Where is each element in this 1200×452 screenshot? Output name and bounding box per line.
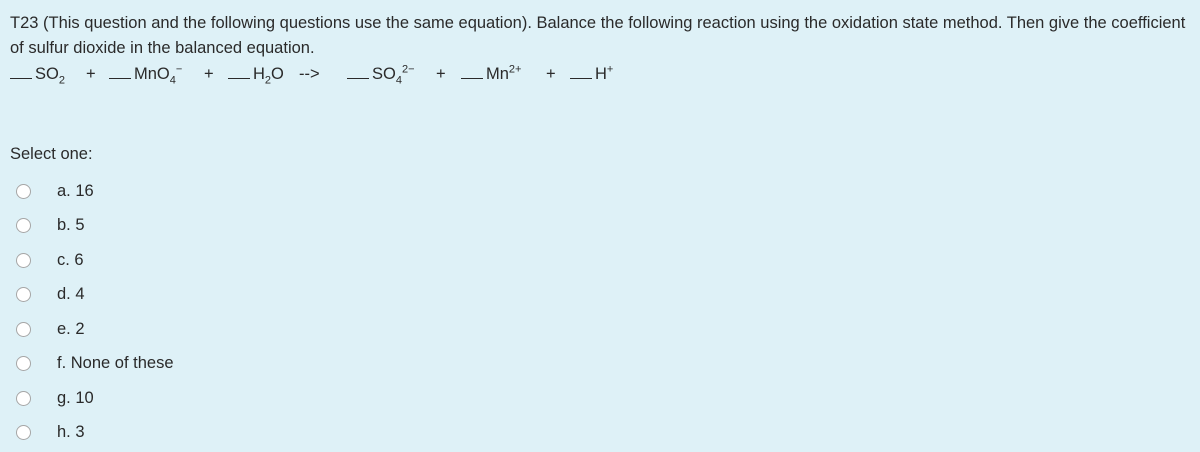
coefficient-blank [10,62,32,79]
radio-button[interactable] [16,356,31,371]
coefficient-blank [228,62,250,79]
plus-sign: + [546,65,556,83]
coefficient-blank [570,62,592,79]
radio-button[interactable] [16,218,31,233]
term-h2o: $H_2O$ [228,62,284,86]
option-e[interactable] [16,312,174,347]
option-c[interactable] [16,243,174,278]
radio-button[interactable] [16,322,31,337]
select-one-label: Select one: [10,145,93,163]
option-label[interactable]: h. 3 [57,423,85,442]
radio-button[interactable] [16,253,31,268]
answer-options [16,174,174,450]
option-label[interactable]: c. 6 [57,250,84,269]
option-b[interactable] [16,209,174,244]
reaction-arrow: --> [299,65,320,83]
coefficient-blank [347,62,369,79]
option-d[interactable] [16,278,174,313]
term-mn: $Mn^{2+}$ [461,62,521,86]
plus-sign: + [204,65,214,83]
option-label[interactable]: d. 4 [57,285,85,304]
option-label[interactable]: e. 2 [57,319,85,338]
option-label[interactable]: g. 10 [57,388,94,407]
question-text: T23 (This question and the following questions use the same equation). Balance the following reaction using the oxidation state method. Then give the coefficient of sulfur dioxide in the balanced equation. [10,14,1186,57]
plus-sign: + [86,65,96,83]
term-mno4: MnO$_4$− [109,62,182,86]
option-a[interactable] [16,174,174,209]
coefficient-blank [109,62,131,79]
option-label[interactable]: a. 16 [57,181,94,200]
chemical-equation [10,62,710,86]
radio-button[interactable] [16,184,31,199]
option-h[interactable] [16,416,174,451]
option-g[interactable] [16,381,174,416]
option-label[interactable]: b. 5 [57,216,85,235]
radio-button[interactable] [16,287,31,302]
option-label[interactable]: f. None of these [57,354,174,373]
term-so4: $SO_4^{2-}$ [347,62,415,86]
plus-sign: + [436,65,446,83]
term-so2: $SO_2$ [10,62,65,86]
radio-button[interactable] [16,391,31,406]
option-f[interactable] [16,347,174,382]
term-h: H+ [570,62,613,86]
radio-button[interactable] [16,425,31,440]
coefficient-blank [461,62,483,79]
